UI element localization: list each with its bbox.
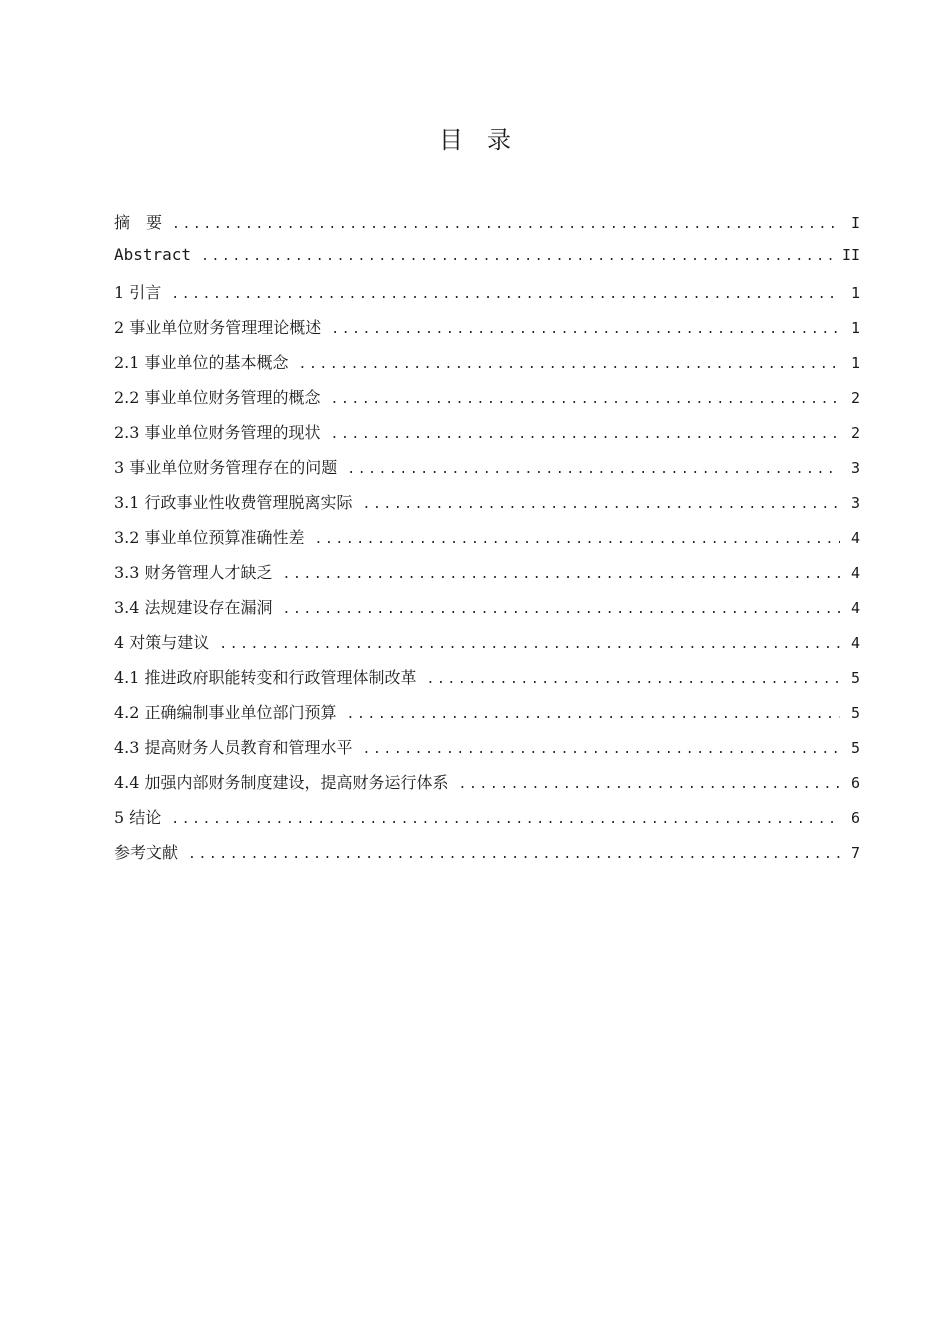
toc-entry-page: 6: [850, 774, 860, 792]
toc-entry-5[interactable]: [114, 805, 860, 840]
toc-entry-label: 3.1 行政事业性收费管理脱离实际: [114, 493, 353, 512]
toc-entry-label: 4.4 加强内部财务制度建设，提高财务运行体系: [114, 773, 449, 792]
toc-entry-2-3[interactable]: [114, 420, 860, 455]
toc-leader-dots: [347, 707, 840, 722]
toc-entry-label: 4 对策与建议: [114, 633, 210, 652]
toc-entry-label: 4.3 提高财务人员教育和管理水平: [114, 738, 353, 757]
toc-leader-dots: [171, 287, 840, 302]
toc-entry-3-4[interactable]: [114, 595, 860, 630]
toc-leader-dots: [347, 462, 840, 477]
toc-entry-abstract-en[interactable]: [114, 245, 860, 280]
toc-entry-4-2[interactable]: [114, 700, 860, 735]
toc-leader-dots: [188, 847, 840, 862]
toc-entry-references[interactable]: [114, 840, 860, 875]
toc-leader-dots: [363, 497, 840, 512]
toc-entry-4-3[interactable]: [114, 735, 860, 770]
toc-entry-4-4[interactable]: [114, 770, 860, 805]
toc-leader-dots: [172, 217, 840, 232]
toc-entry-2-2[interactable]: [114, 385, 860, 420]
toc-entry-label: 2.2 事业单位财务管理的概念: [114, 388, 321, 407]
toc-leader-dots: [331, 427, 840, 442]
toc-entry-label: 2.1 事业单位的基本概念: [114, 353, 289, 372]
toc-entry-1[interactable]: [114, 280, 860, 315]
toc-entry-page: 2: [850, 424, 860, 442]
toc-entry-page: 5: [850, 669, 860, 687]
toc-leader-dots: [459, 777, 840, 792]
toc-entry-2[interactable]: [114, 315, 860, 350]
toc-entry-4-1[interactable]: [114, 665, 860, 700]
toc-entry-3[interactable]: [114, 455, 860, 490]
toc-entry-page: II: [841, 246, 860, 264]
toc-entry-4[interactable]: [114, 630, 860, 665]
toc-leader-dots: [283, 567, 840, 582]
toc-leader-dots: [427, 672, 840, 687]
toc-entry-page: 4: [850, 529, 860, 547]
toc-entry-label: 1 引言: [114, 283, 162, 302]
toc-entry-label: 5 结论: [114, 808, 162, 827]
toc-leader-dots: [315, 532, 840, 547]
toc-entry-page: 6: [850, 809, 860, 827]
toc-entry-page: 3: [850, 459, 860, 477]
page-title: 目 录: [439, 126, 511, 154]
toc-entry-page: 5: [850, 739, 860, 757]
toc-leader-dots: [219, 637, 840, 652]
toc-leader-dots: [331, 392, 840, 407]
toc-entry-label: 3.3 财务管理人才缺乏: [114, 563, 273, 582]
toc-leader-dots: [171, 812, 840, 827]
toc-entry-page: 4: [850, 599, 860, 617]
toc-entry-page: 4: [850, 564, 860, 582]
toc-entry-page: 1: [850, 319, 860, 337]
toc-entry-page: 1: [850, 284, 860, 302]
toc-entry-3-2[interactable]: [114, 525, 860, 560]
toc-entry-label: 3 事业单位财务管理存在的问题: [114, 458, 338, 477]
toc-entry-page: 1: [850, 354, 860, 372]
toc-leader-dots: [283, 602, 840, 617]
toc-entry-label: 4.2 正确编制事业单位部门预算: [114, 703, 337, 722]
toc-leader-dots: [201, 249, 832, 264]
toc-entry-label: 2 事业单位财务管理理论概述: [114, 318, 322, 337]
toc-entry-2-1[interactable]: [114, 350, 860, 385]
toc-entry-page: 3: [850, 494, 860, 512]
toc-entry-label: 参考文献: [114, 843, 179, 862]
toc-entry-label: Abstract: [114, 245, 192, 264]
toc-entry-label: 3.2 事业单位预算准确性差: [114, 528, 305, 547]
toc-entry-label: 3.4 法规建设存在漏洞: [114, 598, 273, 617]
toc-entry-3-1[interactable]: [114, 490, 860, 525]
toc-entry-page: 2: [850, 389, 860, 407]
toc-entry-page: 4: [850, 634, 860, 652]
toc-entry-label: 4.1 推进政府职能转变和行政管理体制改革: [114, 668, 417, 687]
toc-entry-abstract-cn[interactable]: [114, 210, 860, 245]
toc-leader-dots: [331, 322, 840, 337]
toc-entry-page: 5: [850, 704, 860, 722]
toc-entry-label: 摘 要: [114, 213, 163, 232]
table-of-contents: [114, 210, 860, 875]
toc-leader-dots: [299, 357, 840, 372]
toc-entry-page: 7: [850, 844, 860, 862]
toc-entry-label: 2.3 事业单位财务管理的现状: [114, 423, 321, 442]
toc-entry-3-3[interactable]: [114, 560, 860, 595]
toc-entry-page: I: [850, 214, 860, 232]
toc-leader-dots: [363, 742, 840, 757]
